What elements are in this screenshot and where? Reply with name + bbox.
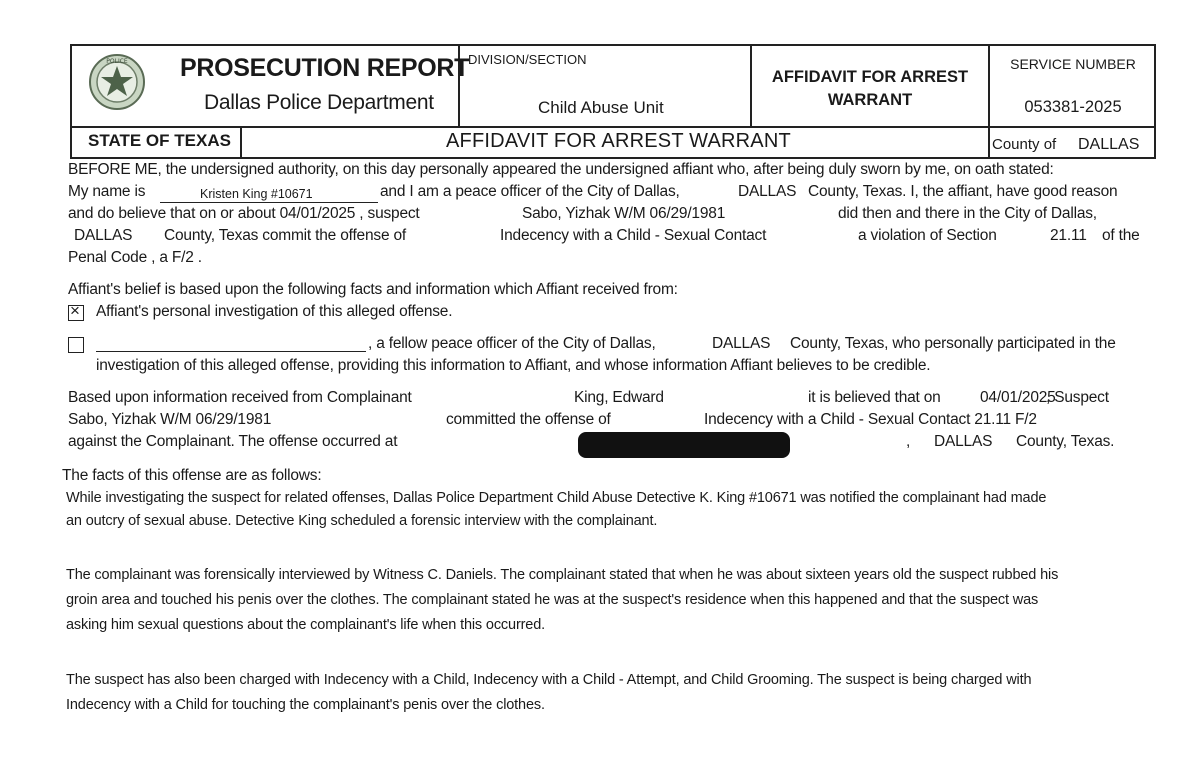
belief-option-2-line-2: investigation of this alleged offense, providing this information to Affiant, and whose information Affiant believes to be credible. (96, 357, 931, 374)
facts-paragraph-2-line-2: groin area and touched his penis over the clothes. The complainant stated he was at the suspect's residence when this happened and that the suspect was (66, 592, 1039, 608)
county-value: DALLAS (1078, 136, 1140, 153)
department-name: Dallas Police Department (204, 91, 434, 114)
complaint-offense: Indecency with a Child - Sexual Contact 21.11 F/2 (704, 411, 1037, 428)
complaint-line-1-end: , Suspect (1046, 389, 1109, 406)
affidavit-line-4-end: of the (1102, 227, 1140, 244)
belief-option-2-county: DALLAS (712, 335, 771, 352)
complaint-line-3-end: County, Texas. (1016, 433, 1115, 450)
service-number-label: SERVICE NUMBER (1010, 56, 1136, 72)
county-label: County of (992, 136, 1057, 153)
division-value: Child Abuse Unit (538, 98, 664, 117)
fellow-officer-name-field (96, 349, 366, 352)
complaint-line-2-mid: committed the offense of (446, 411, 611, 428)
header-col-divider-4 (240, 126, 242, 159)
complaint-line-3-comma: , (906, 433, 911, 450)
affidavit-line-4-mid: a violation of Section (858, 227, 997, 244)
checkbox-x-mark: × (70, 301, 80, 320)
complainant-name: King, Edward (574, 389, 664, 406)
facts-paragraph-2-line-1: The complainant was forensically interviewed by Witness C. Daniels. The complainant stated that when he was about sixteen years old the suspect rubbed his (66, 567, 1059, 583)
facts-paragraph-3-line-2: Indecency with a Child for touching the complainant's penis over the clothes. (66, 697, 545, 713)
affidavit-name-prefix: My name is (68, 183, 146, 200)
svg-text:POLICE: POLICE (106, 58, 128, 65)
complaint-line-1-start: Based upon information received from Complainant (68, 389, 412, 406)
belief-option-2-end: County, Texas, who personally participated in the (790, 335, 1116, 352)
belief-intro: Affiant's belief is based upon the following facts and information which Affiant received from: (68, 281, 678, 298)
affidavit-line-1: BEFORE ME, the undersigned authority, on this day personally appeared the undersigned affiant who, after being duly sworn by me, on oath stated: (68, 161, 1054, 178)
facts-paragraph-1-line-2: an outcry of sexual abuse. Detective King scheduled a forensic interview with the complainant. (66, 513, 658, 529)
division-label: DIVISION/SECTION (468, 52, 587, 67)
complaint-line-3-start: against the Complainant. The offense occurred at (68, 433, 398, 450)
affidavit-line-2-mid: and I am a peace officer of the City of Dallas, (380, 183, 680, 200)
redacted-location (578, 432, 790, 458)
state-label: STATE OF TEXAS (88, 131, 231, 150)
facts-paragraph-1-line-1: While investigating the suspect for related offenses, Dallas Police Department Child Abuse Detective K. King #10671 was notified the complainant had made (66, 490, 1047, 506)
affidavit-line-2-county: DALLAS (738, 183, 797, 200)
affidavit-suspect: Sabo, Yizhak W/M 06/29/1981 (522, 205, 726, 222)
affidavit-line-4-county: DALLAS (74, 227, 133, 244)
service-number-value: 053381-2025 (1024, 98, 1122, 116)
affiant-name: Kristen King #10671 (200, 187, 313, 201)
belief-option-1: Affiant's personal investigation of this alleged offense. (96, 303, 453, 320)
facts-heading: The facts of this offense are as follows: (62, 467, 322, 484)
fellow-officer-checkbox[interactable] (68, 337, 84, 353)
facts-paragraph-2-line-3: asking him sexual questions about the complainant's life when this occurred. (66, 617, 546, 633)
affiant-name-field (160, 187, 378, 203)
affidavit-section: 21.11 (1050, 227, 1087, 244)
affidavit-offense: Indecency with a Child - Sexual Contact (500, 227, 767, 244)
belief-option-2-mid: , a fellow peace officer of the City of Dallas, (368, 335, 656, 352)
report-title: PROSECUTION REPORT (180, 54, 470, 82)
doc-type-line1: AFFIDAVIT FOR ARREST (771, 68, 969, 86)
affidavit-line-5: Penal Code , a F/2 . (68, 249, 202, 266)
affidavit-line-4-start: County, Texas commit the offense of (164, 227, 406, 244)
personal-investigation-checkbox[interactable] (68, 301, 84, 321)
affidavit-line-3-end: did then and there in the City of Dallas, (838, 205, 1097, 222)
complaint-suspect: Sabo, Yizhak W/M 06/29/1981 (68, 411, 272, 428)
header-row-divider (70, 126, 1156, 128)
affidavit-line-3-start: and do believe that on or about 04/01/2025 , suspect (68, 205, 420, 222)
complaint-date: 04/01/2025 (980, 389, 1056, 406)
doc-type-line2: WARRANT (827, 91, 913, 109)
complaint-county: DALLAS (934, 433, 993, 450)
affidavit-title: AFFIDAVIT FOR ARREST WARRANT (446, 130, 791, 152)
affidavit-line-2-end: County, Texas. I, the affiant, have good reason (808, 183, 1118, 200)
facts-paragraph-3-line-1: The suspect has also been charged with Indecency with a Child, Indecency with a Child - Attempt, and Child Grooming. The suspect is being charged with (66, 672, 1032, 688)
police-badge-seal (88, 52, 146, 112)
complaint-line-1-mid: it is believed that on (808, 389, 941, 406)
